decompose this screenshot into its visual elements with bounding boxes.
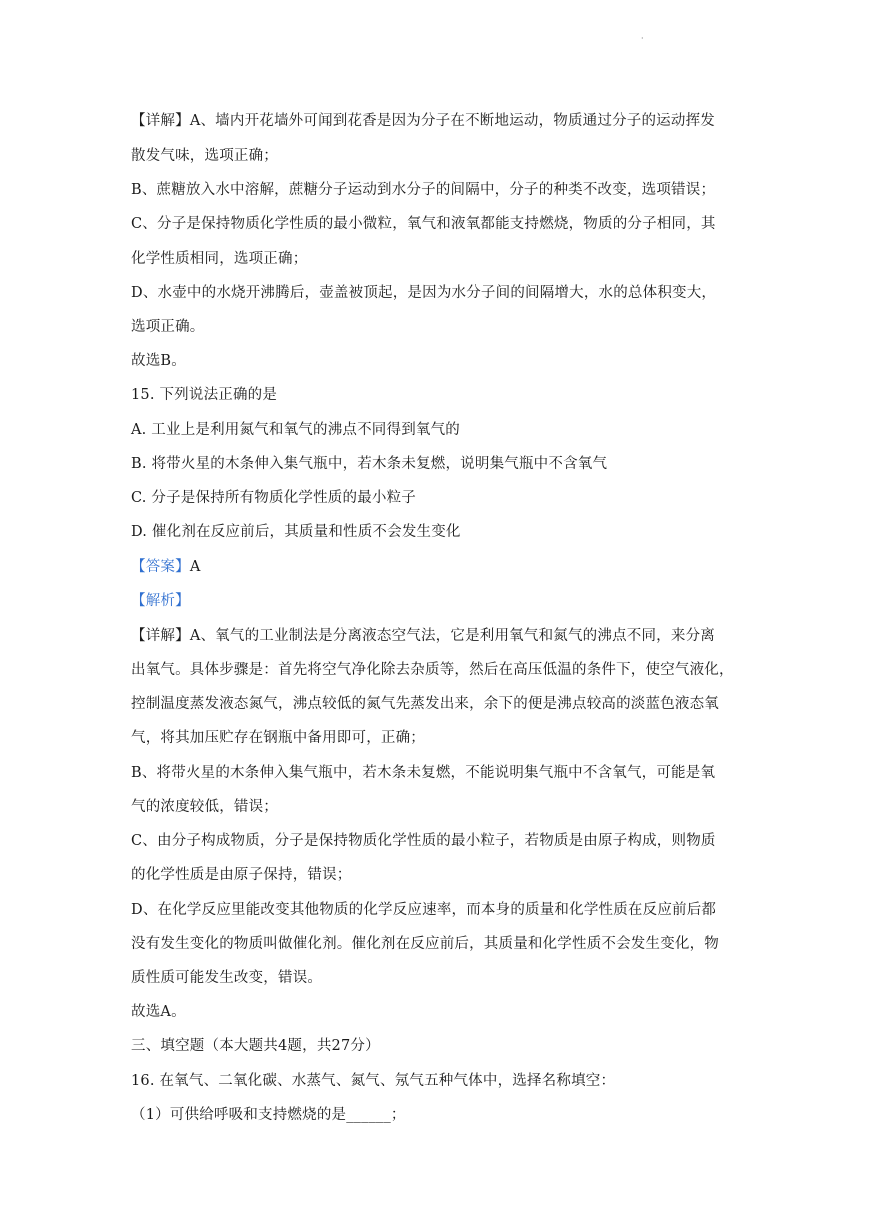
answer-tag: 【答案】 xyxy=(131,559,190,575)
text-line: D、在化学反应里能改变其他物质的化学反应速率，而本身的质量和化学性质在反应前后都 xyxy=(131,902,717,918)
text-line: D、水壶中的水烧开沸腾后，壶盖被顶起，是因为水分子间的间隔增大，水的总体积变大， xyxy=(131,285,717,301)
text-line: 【详解】A、墙内开花墙外可闻到花香是因为分子在不断地运动，物质通过分子的运动挥发 xyxy=(131,113,715,129)
text-line: 的化学性质是由原子保持，错误； xyxy=(131,867,352,883)
text-line: 质性质可能发生改变，错误。 xyxy=(131,970,323,986)
section-heading: 三、填空题（本大题共4题，共27分） xyxy=(131,1038,380,1054)
text-line: 气，将其加压贮存在钢瓶中备用即可，正确； xyxy=(131,730,425,746)
analysis-tag: 【解析】 xyxy=(131,593,190,609)
header-mark: · xyxy=(641,34,644,43)
sub-question: （1）可供给呼吸和支持燃烧的是______； xyxy=(131,1107,406,1123)
text-line: 选项正确。 xyxy=(131,319,205,335)
text-line: 化学性质相同，选项正确； xyxy=(131,251,308,267)
option-b: B. 将带火星的木条伸入集气瓶中，若木条未复燃，说明集气瓶中不含氧气 xyxy=(131,456,608,472)
text-line: C、分子是保持物质化学性质的最小微粒，氧气和液氧都能支持燃烧，物质的分子相同，其 xyxy=(131,216,716,232)
text-line: 气的浓度较低，错误； xyxy=(131,799,278,815)
analysis-line xyxy=(131,591,190,611)
text-line: 【详解】A、氧气的工业制法是分离液态空气法，它是利用氧气和氮气的沸点不同，来分离 xyxy=(131,628,715,644)
text-line: B、蔗糖放入水中溶解，蔗糖分子运动到水分子的间隔中，分子的种类不改变，选项错误； xyxy=(131,182,716,198)
text-line: 出氧气。具体步骤是：首先将空气净化除去杂质等，然后在高压低温的条件下，使空气液化， xyxy=(131,662,734,678)
text-line: 故选A。 xyxy=(131,1004,186,1020)
answer-line: 【答案】A xyxy=(131,559,201,575)
text-line: 没有发生变化的物质叫做催化剂。催化剂在反应前后，其质量和化学性质不会发生变化，物 xyxy=(131,936,719,952)
text-line: C、由分子构成物质，分子是保持物质化学性质的最小粒子，若物质是由原子构成，则物质 xyxy=(131,833,716,849)
question-stem: 15. 下列说法正确的是 xyxy=(131,387,278,403)
option-a: A. 工业上是利用氮气和氧气的沸点不同得到氧气的 xyxy=(131,422,460,438)
text-line: 散发气味，选项正确； xyxy=(131,148,278,164)
section-tag: 【详解】 xyxy=(131,113,190,129)
question-stem: 16. 在氧气、二氧化碳、水蒸气、氮气、氖气五种气体中，选择名称填空： xyxy=(131,1073,616,1089)
text-line: 控制温度蒸发液态氮气，沸点较低的氮气先蒸发出来，余下的便是沸点较高的淡蓝色液态氧 xyxy=(131,696,719,712)
option-d: D. 催化剂在反应前后，其质量和性质不会发生变化 xyxy=(131,524,461,540)
option-c: C. 分子是保持所有物质化学性质的最小粒子 xyxy=(131,490,416,506)
text-line: 故选B。 xyxy=(131,353,186,369)
section-tag: 【详解】 xyxy=(131,628,190,644)
text-line: B、将带火星的木条伸入集气瓶中，若木条未复燃，不能说明集气瓶中不含氧气，可能是氧 xyxy=(131,765,716,781)
